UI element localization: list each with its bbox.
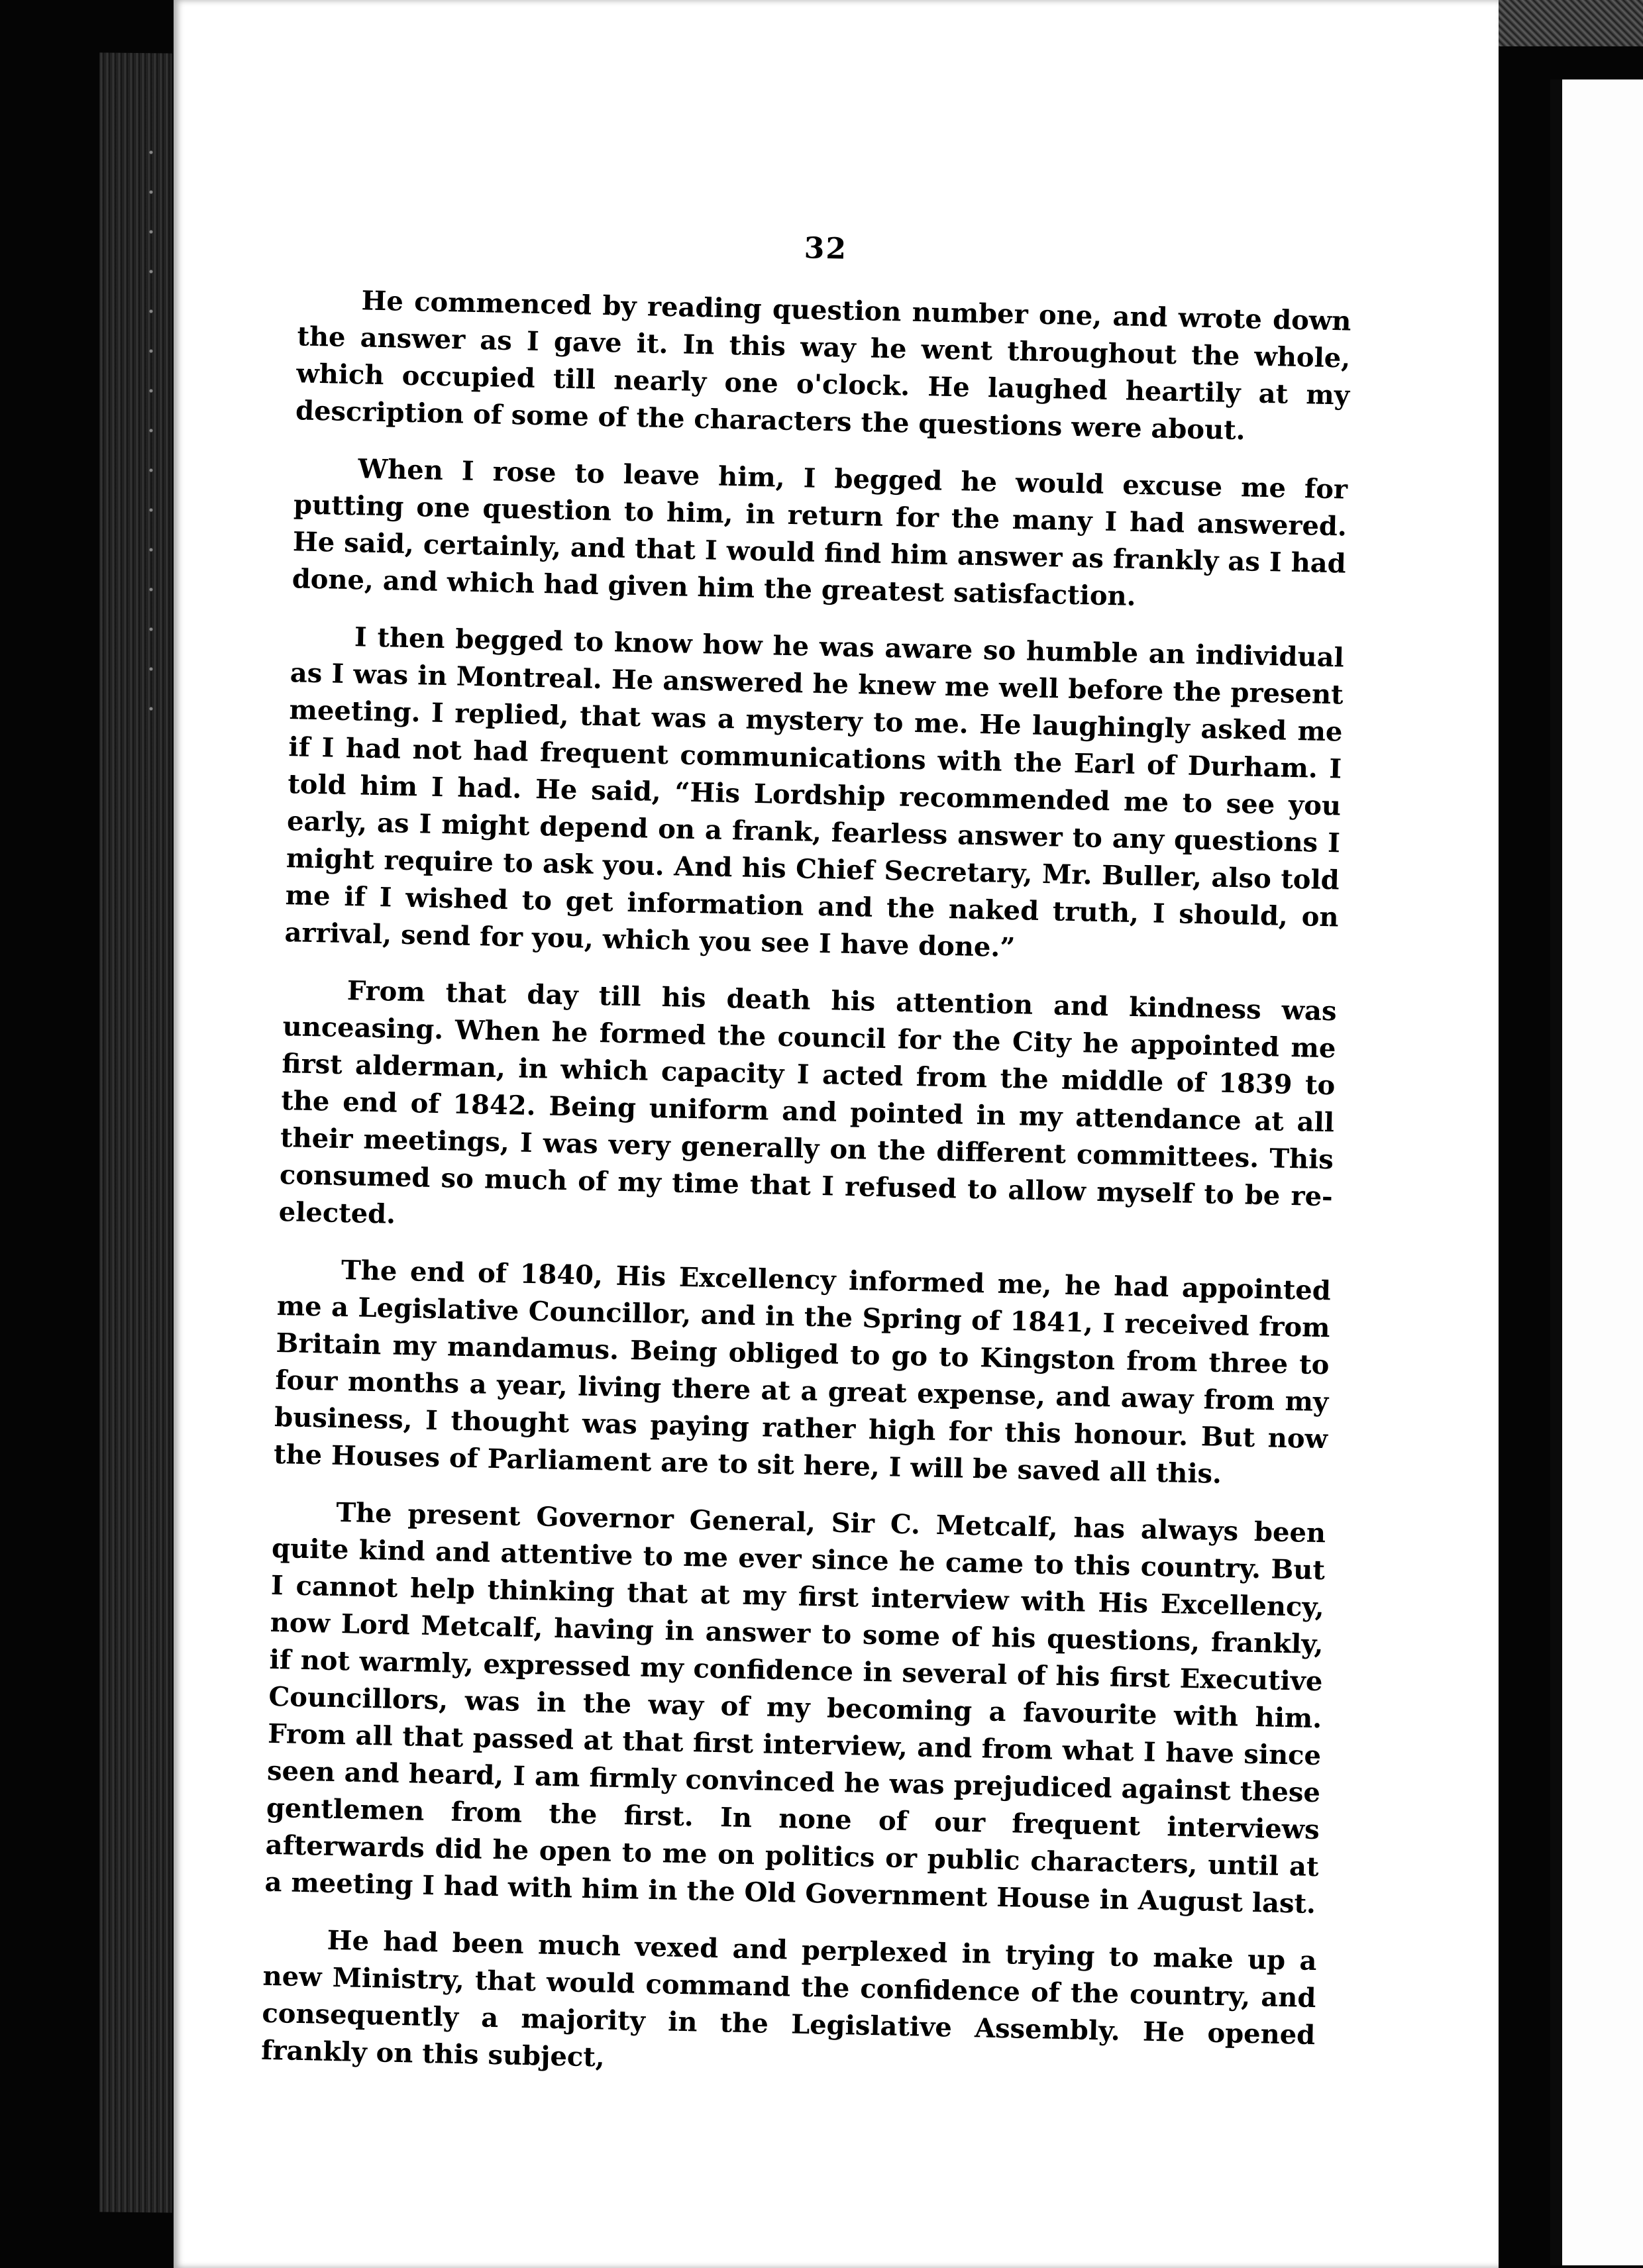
binding-texture: [142, 132, 162, 729]
page-text-block: [260, 221, 1353, 2111]
paragraph-6: The present Governor General, Sir C. Metcalf, has always been quite kind and attentive to me ever since he came to this country. But I cannot help thinking that at my first interview with His Excellency, now Lord Metcalf, having in answer to some of his questions, frankly, if not warmly, expressed my confidence in several of his first Executive Councillors, was in the way of my becoming a favourite with him. From all that passed at that first interview, and from what I have since seen and heard, I am firmly convinced he was prejudiced against these gentlemen from the first. In none of our frequent interviews afterwards did he open to me on politics or public characters, until at a meeting I had with him in the Old Government House in August last.: [264, 1496, 1326, 1920]
paragraph-1: He commenced by reading question number one, and wrote down the answer as I gave it. In this way he went throughout the whole, which occupied till nearly one o'clock. He laughed heartily at my description of some of the characters the questions were about.: [295, 285, 1352, 446]
paragraph-4: From that day till his death his attention and kindness was unceasing. When he formed the council for the City he appointed me first alderman, in which capacity I acted from the middle of 1839 to the end of 1842. Being uniform and pointed in my attendance at all their meetings, I was very generally on the different committees. This consumed so much of my time that I refused to allow myself to be re-elected.: [278, 975, 1338, 1230]
page-number: 32: [804, 231, 848, 266]
paragraph-7: He had been much vexed and perplexed in trying to make up a new Ministry, that would command the confidence of the country, and consequently a majority in the Legislative Assembly. He opened frankly on this subject,: [260, 1924, 1317, 2073]
facing-page-edge: [1550, 79, 1643, 2265]
paragraph-5: The end of 1840, His Excellency informed me, he had appointed me a Legislative Councillor, and in the Spring of 1841, I received from Britain my mandamus. Being obliged to go to Kingston from three to four months a year, living there at a great expense, and away from my business, I thought was paying rather high for this honour. But now the Houses of Parliament are to sit here, I will be saved all this.: [273, 1255, 1332, 1490]
paragraph-2: When I rose to leave him, I begged he would excuse me for putting one question to him, in return for the many I had answered. He said, certainly, and that I would find him answer as frankly as I had done, and which had given him the greatest satisfaction.: [292, 453, 1348, 612]
book-page: [174, 0, 1499, 2268]
paragraph-3: I then begged to know how he was aware so humble an individual as I was in Montreal. He answered he knew me well before the present meeting. I replied, that was a mystery to me. He laughingly asked me if I had not had frequent communications with the Earl of Durham. I told him I had. He said, “His Lordship recommended me to see you early, as I might depend on a frank, fearless answer to any questions I might require to ask you. And his Chief Secretary, Mr. Buller, also told me if I wished to get information and the naked truth, I should, on arrival, send for you, which you see I have done.”: [284, 621, 1345, 964]
